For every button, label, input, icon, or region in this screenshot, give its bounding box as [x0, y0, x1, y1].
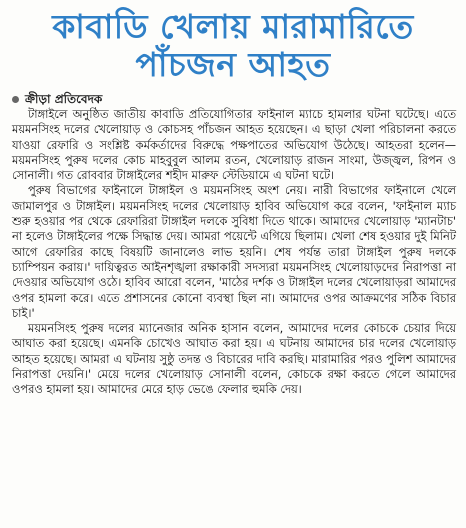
headline-line-1: কাবাডি খেলায় মারামারিতে: [52, 7, 414, 46]
byline-text: ক্রীড়া প্রতিবেদক: [25, 92, 103, 106]
article-body: [0, 107, 466, 398]
paragraph-1: টাঙ্গাইলে অনুষ্ঠিত জাতীয় কাবাডি প্রতিযোগিতার ফাইনাল ম্যাচে হামলার ঘটনা ঘটেছে। এতে ময়মনসিংহ দলের খেলোয়াড় ও কোচসহ পাঁচজন আহত হয়েছেন। এ ছাড়া খেলা পরিচালনা করতে যাওয়া রেফারি ও সংশ্লিষ্ট কর্মকর্তাদের বিরুদ্ধে পক্ষপাতের অভিযোগ উঠেছে। আহতরা হলেন— ময়মনসিংহ পুরুষ দলের কোচ মাহবুবুল আলম রতন, খেলোয়াড় রাজন সাংমা, উজ্জ্বল, রিপন ও সোনালী। গত রোববার টাঙ্গাইলের শহীদ মারুফ স্টেডিয়ামে এ ঘটনা ঘটে।: [12, 107, 456, 183]
byline: [0, 92, 466, 107]
paragraph-2: পুরুষ বিভাগের ফাইনালে টাঙ্গাইল ও ময়মনসিংহ অংশ নেয়। নারী বিভাগের ফাইনালে খেলে জামালপুর ও টাঙ্গাইল। ময়মনসিংহ দলের খেলোয়াড় হাবিব অভিযোগ করে বলেন, 'ফাইনাল ম্যাচ শুরু হওয়ার পর থেকে রেফারিরা টাঙ্গাইল দলকে সুবিধা দিতে থাকে। আমাদের খেলোয়াড় 'ম্যানটাচ' না হলেও টাঙ্গাইলের পক্ষে সিদ্ধান্ত দেয়। আমরা পয়েন্টে এগিয়ে ছিলাম। খেলা শেষ হওয়ার দুই মিনিট আগে রেফারির কাছে বিষয়টি জানালেও লাভ হয়নি। শেষ পর্যন্ত তারা টাঙ্গাইল পুরুষ দলকে চ্যাম্পিয়ন করায়।' দায়িত্বরত আইনশৃঙ্খলা রক্ষাকারী সদস্যরা ময়মনসিংহ খেলোয়াড়দের নিরাপত্তা না দেওয়ার অভিযোগ ওঠে। হাবিব আরো বলেন, 'মাঠের দর্শক ও টাঙ্গাইল দলের খেলোয়াড়রা আমাদের ওপর হামলা করে। এতে প্রশাসনের কোনো ব্যবস্থা ছিল না। আমাদের ওপর আক্রমণের সঠিক বিচার চাই।': [12, 183, 456, 320]
paragraph-3: ময়মনসিংহ পুরুষ দলের ম্যানেজার অনিক হাসান বলেন, আমাদের দলের কোচকে চেয়ার দিয়ে আঘাত করা হয়েছে। এমনকি চোখেও আঘাত করা হয়। এ ঘটনায় আমাদের চার দলের খেলোয়াড় আহত হয়েছে। আমরা এ ঘটনায় সুষ্ঠু তদন্ত ও বিচারের দাবি করছি। মারামারির পরও পুলিশ আমাদের নিরাপত্তা দেয়নি।' মেয়ে দলের খেলোয়াড় সোনালী বলেন, কোচকে রক্ষা করতে গেলে আমাদের ওপরও হামলা হয়। আমাদের মেরে হাড় ভেঙে ফেলার হুমকি দেয়।: [12, 321, 456, 397]
bullet-icon: [12, 96, 19, 103]
headline-line-2: পাঁচজন আহত: [135, 45, 331, 84]
